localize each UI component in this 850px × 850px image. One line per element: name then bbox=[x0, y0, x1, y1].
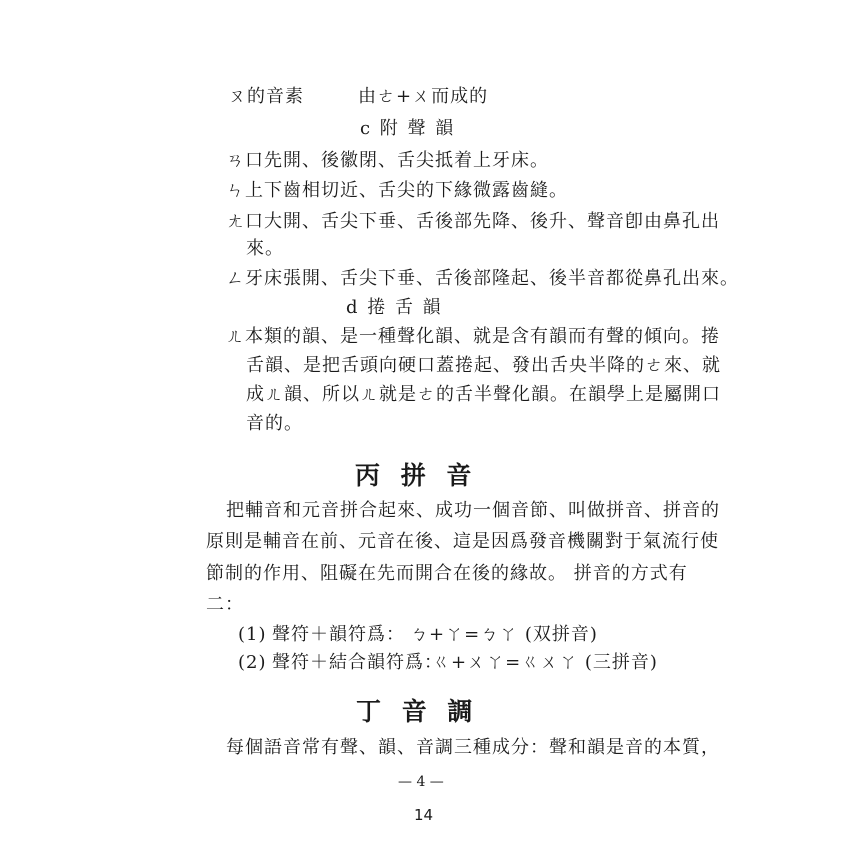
text-line: 把輔音和元音拼合起來、成功一個音節、叫做拼音、拼音的 bbox=[226, 500, 720, 521]
text-line: 舌韻、是把舌頭向硬口蓋捲起、發出舌央半降的ㄜ來、就 bbox=[246, 355, 721, 376]
text-line: ㄤ口大開、舌尖下垂、舌後部先降、後升、聲音卽由鼻孔出 bbox=[226, 211, 720, 232]
subheading-retroflex-rhymes: d 捲 舌 韻 bbox=[346, 297, 443, 318]
text-line: ㄣ上下齒相切近、舌尖的下緣微露齒縫。 bbox=[226, 180, 568, 201]
subheading-attached-rhymes: c 附 聲 韻 bbox=[360, 118, 456, 139]
text-line: ㄥ牙床張開、舌尖下垂、舌後部隆起、後半音都從鼻孔出來。 bbox=[226, 268, 739, 289]
text-line: 二： bbox=[206, 594, 244, 615]
text-line: 每個語音常有聲、韻、音調三種成分：聲和韻是音的本質， bbox=[226, 737, 720, 758]
text-line: ㄦ本類的韻、是一種聲化韻、就是含有韻而有聲的傾向。捲 bbox=[226, 326, 720, 347]
section-heading-pinyin: 丙 拼 音 bbox=[355, 461, 478, 490]
text-line: 節制的作用、阻礙在先而開合在後的緣故。 拼音的方式有 bbox=[206, 563, 688, 584]
section-heading-tone: 丁 音 調 bbox=[356, 697, 479, 726]
page-marker: — 4 — bbox=[398, 774, 444, 790]
formula-expression: ㄍ+ㄨㄚ=ㄍㄨㄚ (三拼音) bbox=[432, 652, 658, 673]
text-line: 成ㄦ韻、所以ㄦ就是ㄜ的舌半聲化韻。在韻學上是屬開口 bbox=[246, 384, 721, 405]
text-line: ㄢ口先開、後徽閉、舌尖抵着上牙床。 bbox=[226, 150, 549, 171]
formula-number: (2) bbox=[238, 652, 267, 673]
text-line: 來。 bbox=[246, 238, 284, 259]
formula-number: (1) bbox=[238, 624, 267, 645]
text-line: 由ㄜ+ㄨ而成的 bbox=[358, 86, 489, 107]
text-line: 原則是輔音在前、元音在後、這是因爲發音機關對于氣流行使 bbox=[206, 531, 719, 552]
text-line: ㄡ的音素 bbox=[228, 86, 304, 107]
page-number: 14 bbox=[414, 806, 434, 824]
formula-label: 聲符＋韻符爲： bbox=[272, 624, 405, 645]
formula-label: 聲符＋結合韻符爲： bbox=[272, 652, 443, 673]
formula-expression: ㄅ+ㄚ=ㄅㄚ (双拼音) bbox=[410, 624, 598, 645]
text-line: 音的。 bbox=[246, 413, 303, 434]
